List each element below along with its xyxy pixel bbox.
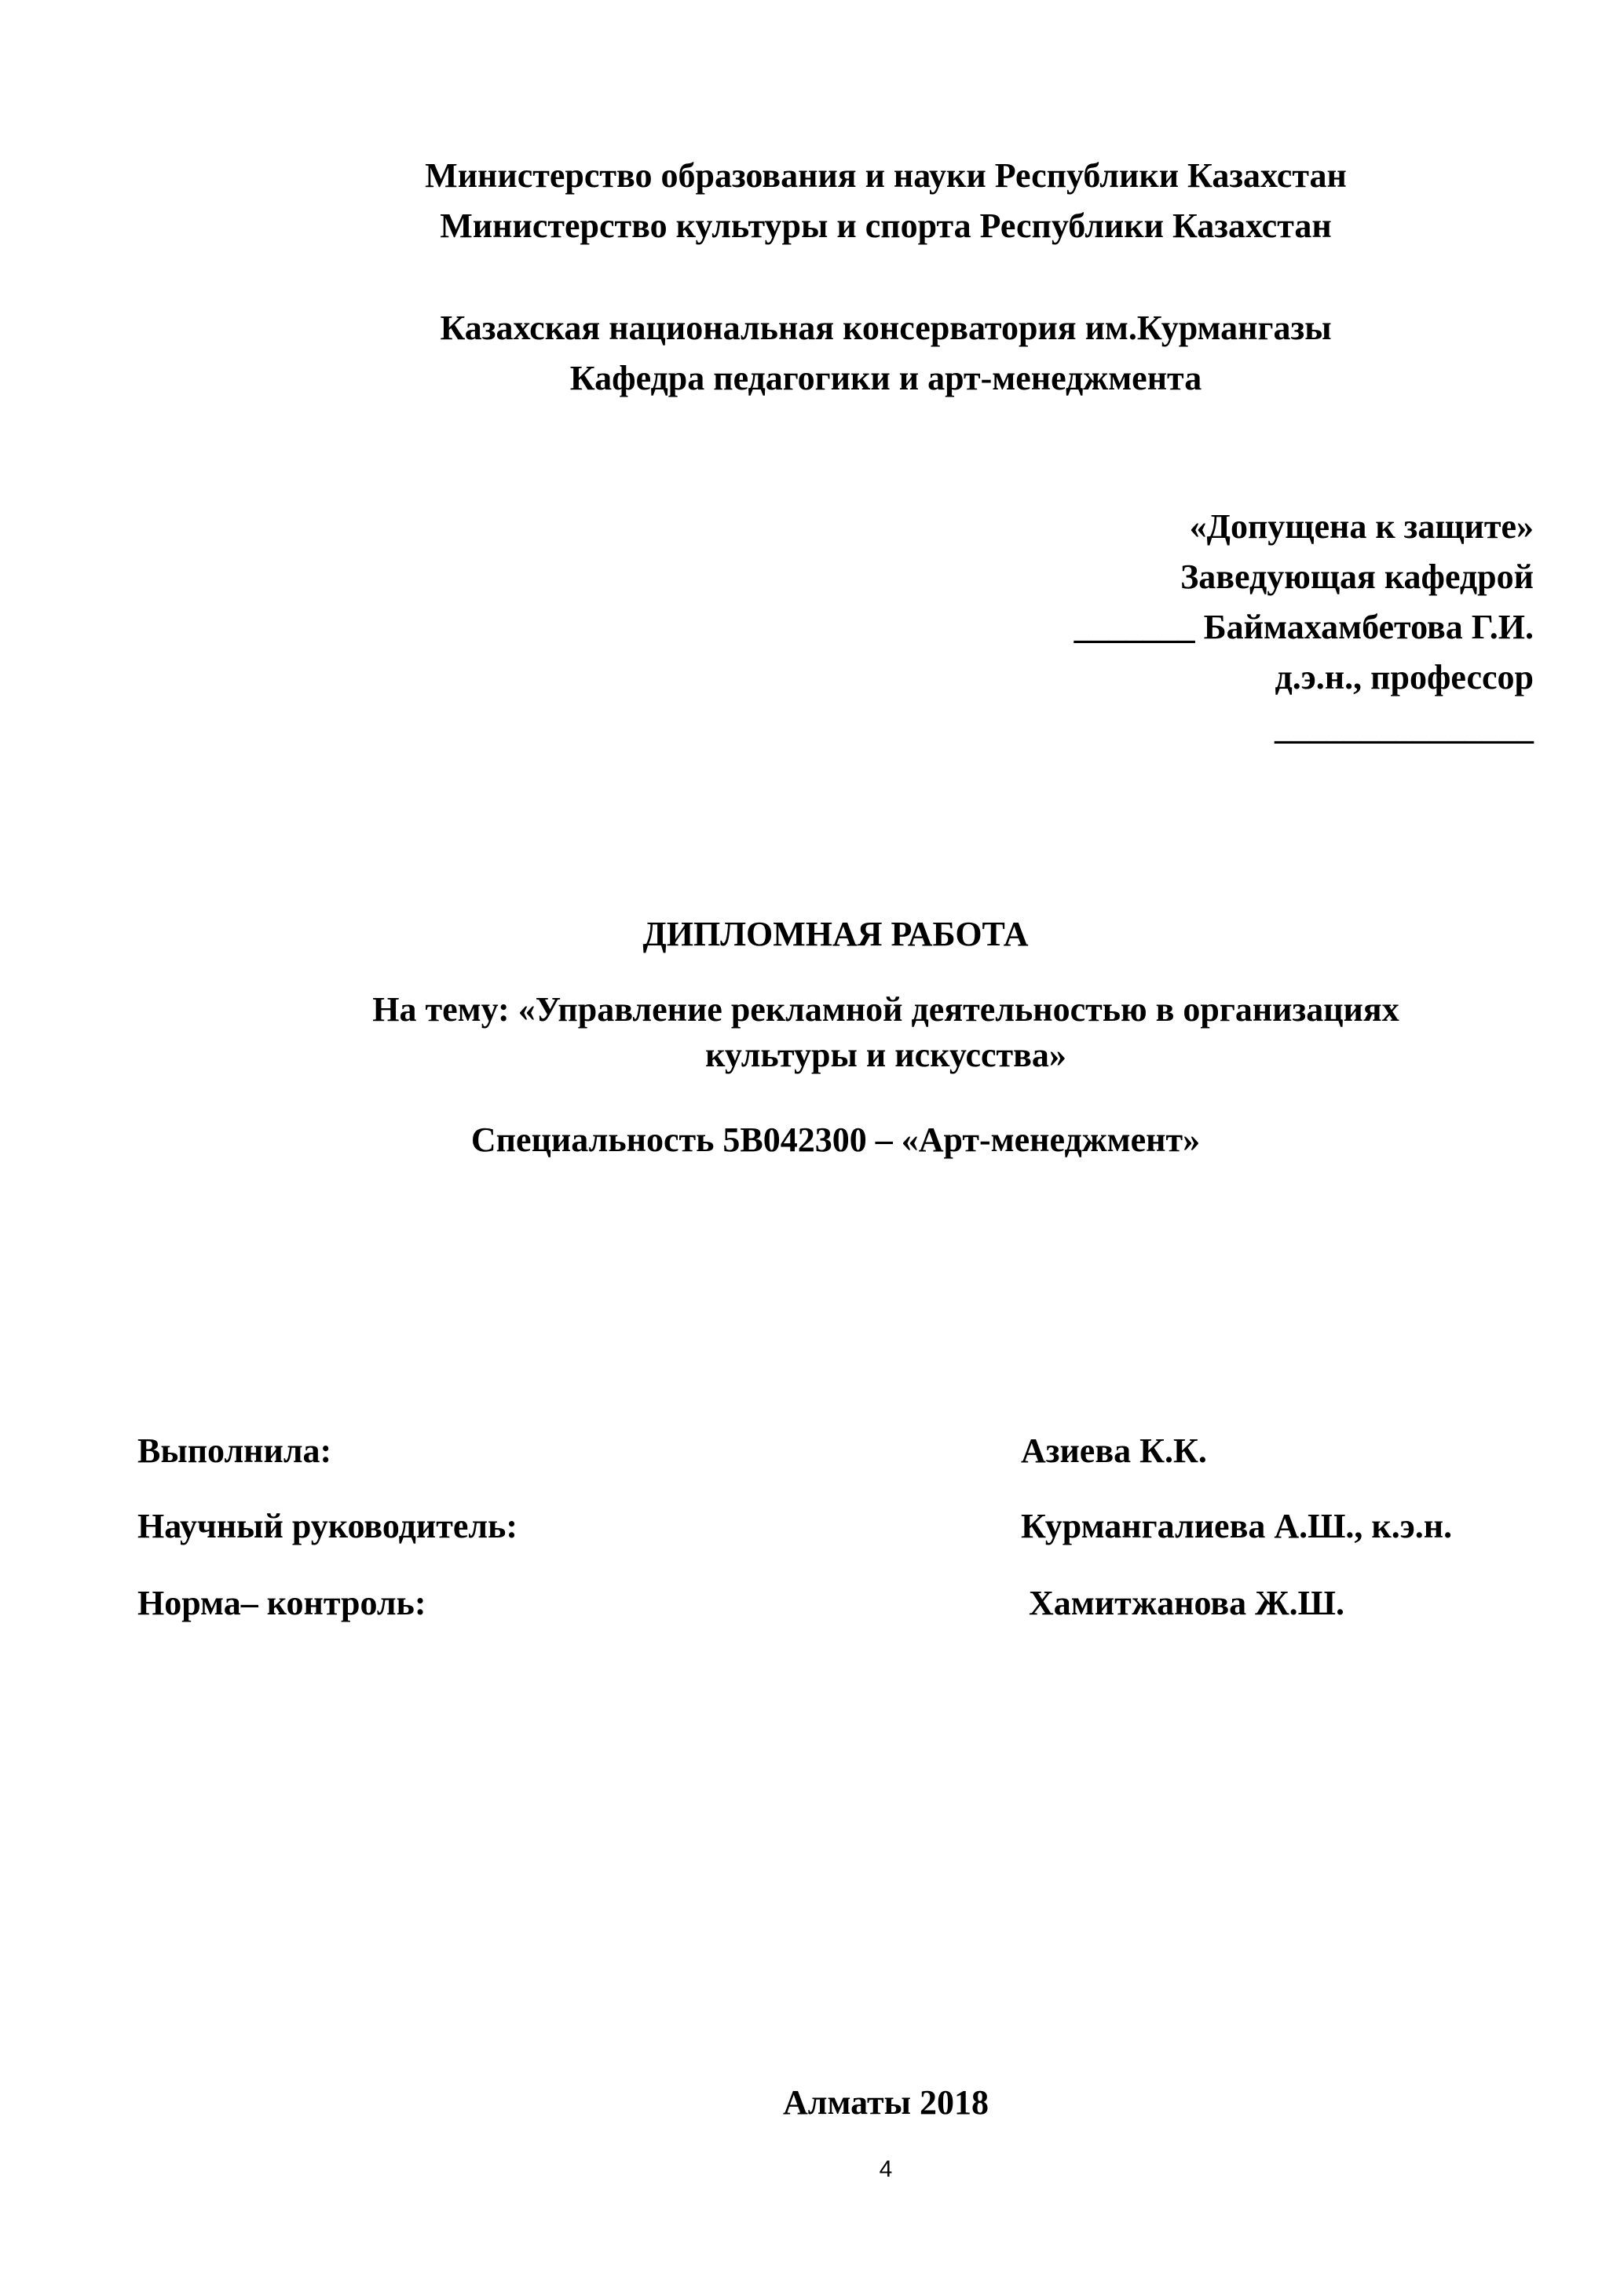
supervisor-label: Научный руководитель: [137, 1507, 518, 1545]
institution-heading: Казахская национальная консерватория им.Курмангазы [440, 309, 1332, 347]
supervisor-name: Курмангалиева А.Ш., к.э.н. [1021, 1507, 1453, 1545]
work-type-title: ДИПЛОМНАЯ РАБОТА [642, 915, 1029, 953]
author-label: Выполнила: [137, 1431, 332, 1470]
ministry-education-heading: Министерство образования и науки Республики Казахстан [425, 156, 1347, 195]
approval-degree: д.э.н., профессор [1275, 658, 1534, 696]
approval-status: «Допущена к защите» [1189, 507, 1534, 546]
ministry-culture-heading: Министерство культуры и спорта Республики Казахстан [440, 207, 1332, 245]
normcontrol-label: Норма– контроль: [137, 1584, 426, 1622]
author-name: Азиева К.К. [1021, 1431, 1207, 1470]
specialty-line: Специальность 5В042300 – «Арт-менеджмент» [470, 1121, 1201, 1159]
department-heading: Кафедра педагогики и арт-менеджмента [569, 359, 1202, 397]
topic-line-1: На тему: «Управление рекламной деятельностью в организациях [372, 990, 1399, 1029]
city-year: Алматы 2018 [783, 2083, 989, 2122]
page-number: 4 [879, 2156, 893, 2182]
approval-name: _______ Баймахамбетова Г.И. [1074, 608, 1534, 646]
normcontrol-name: Хамитжанова Ж.Ш. [1029, 1584, 1344, 1622]
topic-line-2: культуры и искусства» [705, 1036, 1066, 1074]
approval-position: Заведующая кафедрой [1180, 558, 1534, 596]
approval-signature-line: _______________ [1275, 708, 1534, 747]
